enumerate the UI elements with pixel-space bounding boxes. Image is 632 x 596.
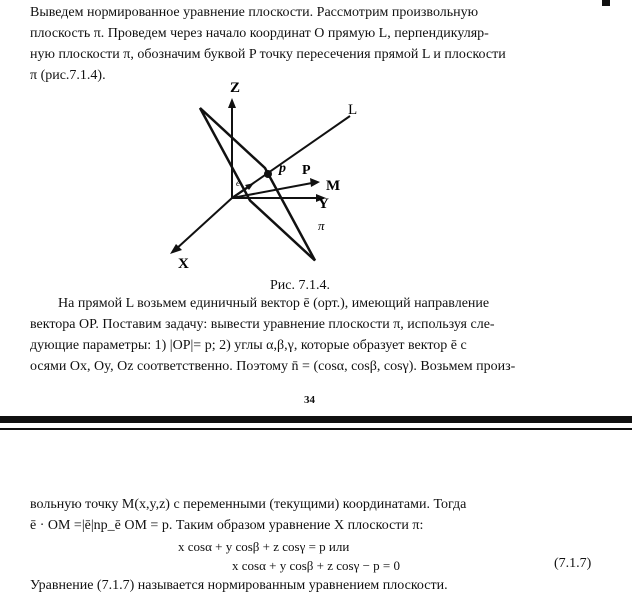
label-p-small: p [279, 161, 286, 176]
page2-paragraph [30, 494, 605, 536]
label-y: Y [318, 196, 329, 212]
plane-figure [150, 78, 410, 278]
page-separator-thick [0, 416, 632, 423]
text-line: ē · OM =|ē|np_ē OM = p. Таким образом уравнение X плоскости π: [30, 518, 424, 533]
text-line: осями Ox, Oy, Oz соответственно. Поэтому n̄ = (cosα, cosβ, cosγ). Возьмем произ- [30, 359, 516, 374]
point-p [264, 170, 272, 178]
main-paragraph [30, 293, 605, 377]
label-l: L [348, 102, 358, 118]
equation-number: (7.1.7) [554, 556, 592, 571]
page-number: 34 [304, 394, 315, 406]
label-z: Z [230, 80, 241, 96]
final-paragraph [30, 575, 605, 596]
formula-1: x cosα + y cosβ + z cosγ = p или [178, 539, 350, 554]
page-separator-thin [0, 428, 632, 430]
om-vector-arrow [310, 178, 320, 187]
label-pi: π [318, 218, 325, 233]
label-p-point: P [302, 163, 311, 178]
text-line: дующие параметры: 1) |OP|= p; 2) углы α,β,γ, которые образует вектор ē с [30, 338, 467, 353]
z-axis-arrow [228, 98, 236, 108]
text-line: ную плоскости π, обозначим буквой P точку пересечения прямой L и плоскости [30, 47, 506, 62]
text-line: Выведем нормированное уравнение плоскости. Рассмотрим произвольную [30, 5, 479, 20]
text-line: плоскость π. Проведем через начало координат O прямую L, перпендикуляр- [30, 26, 489, 41]
text-line: π (рис.7.1.4). [30, 68, 106, 83]
label-e: e [236, 178, 240, 188]
text-line: вектора OP. Поставим задачу: вывести уравнение плоскости π, используя сле- [30, 317, 495, 332]
x-axis [175, 198, 232, 250]
text-line: На прямой L возьмем единичный вектор ē (орт.), имеющий направление [58, 296, 490, 311]
label-m: M [326, 178, 341, 194]
figure-caption: Рис. 7.1.4. [270, 278, 330, 293]
text-line: вольную точку M(x,y,z) с переменными (текущими) координатами. Тогда [30, 497, 467, 512]
plane-outline [200, 108, 315, 261]
text-line: Уравнение (7.1.7) называется нормированным уравнением плоскости. [30, 578, 448, 593]
intro-paragraph [30, 2, 605, 86]
label-x: X [178, 256, 189, 272]
formula-2: x cosα + y cosβ + z cosγ − p = 0 [232, 558, 401, 573]
